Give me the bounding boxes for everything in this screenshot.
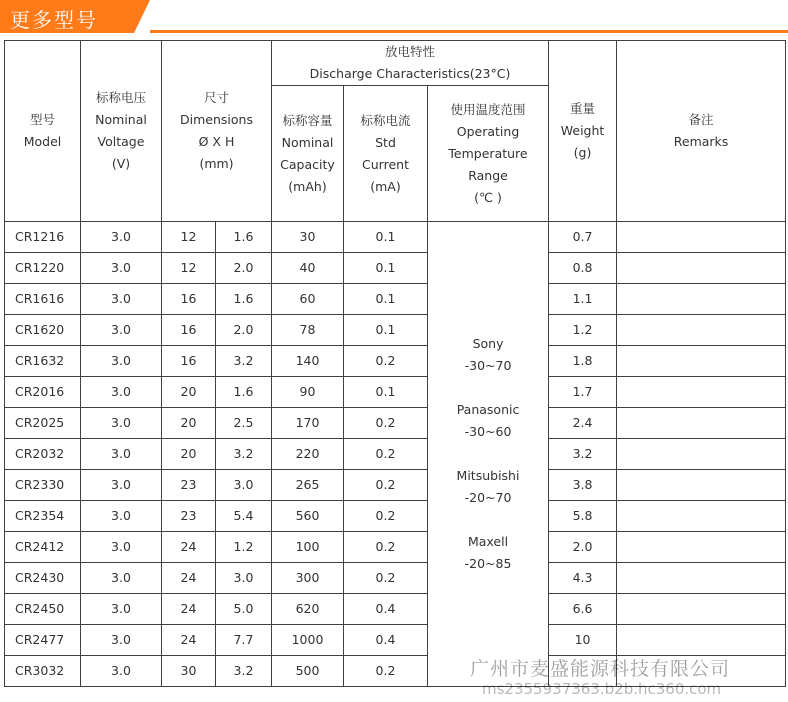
section-header-underline — [150, 30, 788, 33]
cell-weight: 1.1 — [549, 284, 617, 315]
cell-voltage: 3.0 — [81, 594, 162, 625]
cell-diameter: 24 — [162, 594, 216, 625]
cell-diameter: 20 — [162, 439, 216, 470]
cell-capacity: 140 — [272, 346, 344, 377]
cell-diameter: 20 — [162, 377, 216, 408]
cell-weight: 1.8 — [549, 346, 617, 377]
cell-capacity: 90 — [272, 377, 344, 408]
cell-voltage: 3.0 — [81, 532, 162, 563]
cell-voltage: 3.0 — [81, 408, 162, 439]
cell-weight: 3.2 — [549, 439, 617, 470]
cell-voltage: 3.0 — [81, 439, 162, 470]
cell-height: 3.0 — [216, 470, 272, 501]
watermark-url: ms2355937363.b2b.hc360.com — [482, 680, 722, 698]
cell-height: 1.6 — [216, 284, 272, 315]
temp-brand: Maxell — [467, 534, 509, 549]
cell-capacity: 220 — [272, 439, 344, 470]
cell-height: 3.2 — [216, 439, 272, 470]
table-row — [5, 222, 786, 253]
cell-remarks — [617, 253, 786, 284]
cell-current: 0.2 — [344, 563, 428, 594]
cell-current: 0.1 — [344, 284, 428, 315]
cell-model: CR2430 — [5, 563, 81, 594]
temp-brand: Panasonic — [456, 402, 520, 417]
cell-model: CR1632 — [5, 346, 81, 377]
cell-diameter: 24 — [162, 563, 216, 594]
header-row-1 — [5, 41, 786, 86]
cell-model: CR2032 — [5, 439, 81, 470]
cell-diameter: 30 — [162, 656, 216, 687]
cell-remarks — [617, 284, 786, 315]
table-row — [5, 315, 786, 346]
cell-model: CR2016 — [5, 377, 81, 408]
cell-current: 0.2 — [344, 346, 428, 377]
cell-voltage: 3.0 — [81, 253, 162, 284]
cell-height: 5.4 — [216, 501, 272, 532]
cell-weight: 4.3 — [549, 563, 617, 594]
cell-capacity: 1000 — [272, 625, 344, 656]
cell-remarks — [617, 377, 786, 408]
cell-current: 0.1 — [344, 222, 428, 253]
cell-capacity: 60 — [272, 284, 344, 315]
table-row — [5, 439, 786, 470]
cell-capacity: 78 — [272, 315, 344, 346]
cell-remarks — [617, 470, 786, 501]
cell-weight: 2.4 — [549, 408, 617, 439]
cell-weight: 0.8 — [549, 253, 617, 284]
cell-current: 0.2 — [344, 501, 428, 532]
cell-model: CR2477 — [5, 625, 81, 656]
temp-range: -30~70 — [464, 358, 512, 373]
header-model: 型号 Model — [5, 41, 81, 222]
cell-diameter: 23 — [162, 470, 216, 501]
cell-capacity: 30 — [272, 222, 344, 253]
cell-weight: 1.2 — [549, 315, 617, 346]
cell-height: 5.0 — [216, 594, 272, 625]
cell-height: 3.2 — [216, 656, 272, 687]
cell-voltage: 3.0 — [81, 625, 162, 656]
cell-height: 2.5 — [216, 408, 272, 439]
header-capacity: 标称容量 Nominal Capacity (mAh) — [272, 86, 344, 222]
cell-model: CR1616 — [5, 284, 81, 315]
cell-remarks — [617, 501, 786, 532]
cell-voltage: 3.0 — [81, 346, 162, 377]
cell-height: 3.2 — [216, 346, 272, 377]
table-row — [5, 377, 786, 408]
cell-capacity: 300 — [272, 563, 344, 594]
cell-current: 0.4 — [344, 625, 428, 656]
cell-remarks — [617, 532, 786, 563]
cell-capacity: 100 — [272, 532, 344, 563]
cell-diameter: 16 — [162, 346, 216, 377]
cell-current: 0.2 — [344, 408, 428, 439]
cell-model: CR1220 — [5, 253, 81, 284]
temperature-ranges — [428, 333, 548, 575]
cell-model: CR1620 — [5, 315, 81, 346]
cell-model: CR2330 — [5, 470, 81, 501]
cell-voltage: 3.0 — [81, 563, 162, 594]
section-title: 更多型号 — [10, 8, 98, 32]
cell-voltage: 3.0 — [81, 377, 162, 408]
temp-brand: Sony — [472, 336, 504, 351]
cell-diameter: 24 — [162, 532, 216, 563]
cell-current: 0.2 — [344, 656, 428, 687]
cell-current: 0.2 — [344, 532, 428, 563]
cell-height: 1.6 — [216, 222, 272, 253]
temp-brand: Mitsubishi — [456, 468, 520, 483]
cell-diameter: 24 — [162, 625, 216, 656]
header-remarks: 备注 Remarks — [617, 41, 786, 222]
cell-weight: 2.0 — [549, 532, 617, 563]
header-dimensions: 尺寸 Dimensions Ø X H (mm) — [162, 41, 272, 222]
cell-diameter: 20 — [162, 408, 216, 439]
temp-range: -20~70 — [464, 490, 512, 505]
temp-range: -20~85 — [464, 556, 512, 571]
cell-model: CR2412 — [5, 532, 81, 563]
temp-range: -30~60 — [464, 424, 512, 439]
temperature-ranges-cell — [428, 222, 549, 687]
cell-voltage: 3.0 — [81, 656, 162, 687]
cell-current: 0.4 — [344, 594, 428, 625]
cell-model: CR3032 — [5, 656, 81, 687]
cell-voltage: 3.0 — [81, 284, 162, 315]
cell-remarks — [617, 625, 786, 656]
cell-weight: 0.7 — [549, 222, 617, 253]
cell-remarks — [617, 346, 786, 377]
battery-spec-table — [4, 40, 786, 687]
cell-model: CR2354 — [5, 501, 81, 532]
cell-capacity: 620 — [272, 594, 344, 625]
cell-height: 2.0 — [216, 315, 272, 346]
cell-model: CR1216 — [5, 222, 81, 253]
cell-current: 0.2 — [344, 470, 428, 501]
cell-diameter: 16 — [162, 284, 216, 315]
cell-height: 7.7 — [216, 625, 272, 656]
table-row — [5, 625, 786, 656]
cell-capacity: 40 — [272, 253, 344, 284]
cell-voltage: 3.0 — [81, 315, 162, 346]
table-row — [5, 563, 786, 594]
header-temperature: 使用温度范围 Operating Temperature Range (℃ ) — [428, 86, 549, 222]
table-row — [5, 346, 786, 377]
table-row — [5, 594, 786, 625]
cell-voltage: 3.0 — [81, 222, 162, 253]
cell-capacity: 265 — [272, 470, 344, 501]
cell-weight: 5.8 — [549, 501, 617, 532]
cell-remarks — [617, 408, 786, 439]
cell-weight: 1.7 — [549, 377, 617, 408]
table-row — [5, 470, 786, 501]
cell-capacity: 560 — [272, 501, 344, 532]
cell-height: 1.2 — [216, 532, 272, 563]
table-row — [5, 501, 786, 532]
cell-model: CR2450 — [5, 594, 81, 625]
section-header — [0, 0, 788, 33]
cell-weight: 3.8 — [549, 470, 617, 501]
cell-voltage: 3.0 — [81, 470, 162, 501]
cell-height: 3.0 — [216, 563, 272, 594]
cell-current: 0.2 — [344, 439, 428, 470]
cell-remarks — [617, 563, 786, 594]
cell-remarks — [617, 594, 786, 625]
cell-remarks — [617, 315, 786, 346]
cell-height: 1.6 — [216, 377, 272, 408]
cell-weight: 6.6 — [549, 594, 617, 625]
cell-diameter: 23 — [162, 501, 216, 532]
table-row — [5, 408, 786, 439]
cell-current: 0.1 — [344, 253, 428, 284]
header-weight: 重量 Weight (g) — [549, 41, 617, 222]
cell-diameter: 12 — [162, 222, 216, 253]
header-discharge: 放电特性 Discharge Characteristics(23°C) — [272, 41, 549, 86]
cell-capacity: 500 — [272, 656, 344, 687]
cell-voltage: 3.0 — [81, 501, 162, 532]
watermark-company: 广州市麦盛能源科技有限公司 — [470, 658, 731, 680]
cell-remarks — [617, 439, 786, 470]
table-row — [5, 284, 786, 315]
cell-model: CR2025 — [5, 408, 81, 439]
cell-diameter: 16 — [162, 315, 216, 346]
cell-diameter: 12 — [162, 253, 216, 284]
cell-current: 0.1 — [344, 377, 428, 408]
cell-height: 2.0 — [216, 253, 272, 284]
header-voltage: 标称电压 Nominal Voltage (V) — [81, 41, 162, 222]
table-row — [5, 253, 786, 284]
cell-capacity: 170 — [272, 408, 344, 439]
cell-current: 0.1 — [344, 315, 428, 346]
cell-weight: 10 — [549, 625, 617, 656]
cell-remarks — [617, 222, 786, 253]
table-row — [5, 532, 786, 563]
header-current: 标称电流 Std Current (mA) — [344, 86, 428, 222]
